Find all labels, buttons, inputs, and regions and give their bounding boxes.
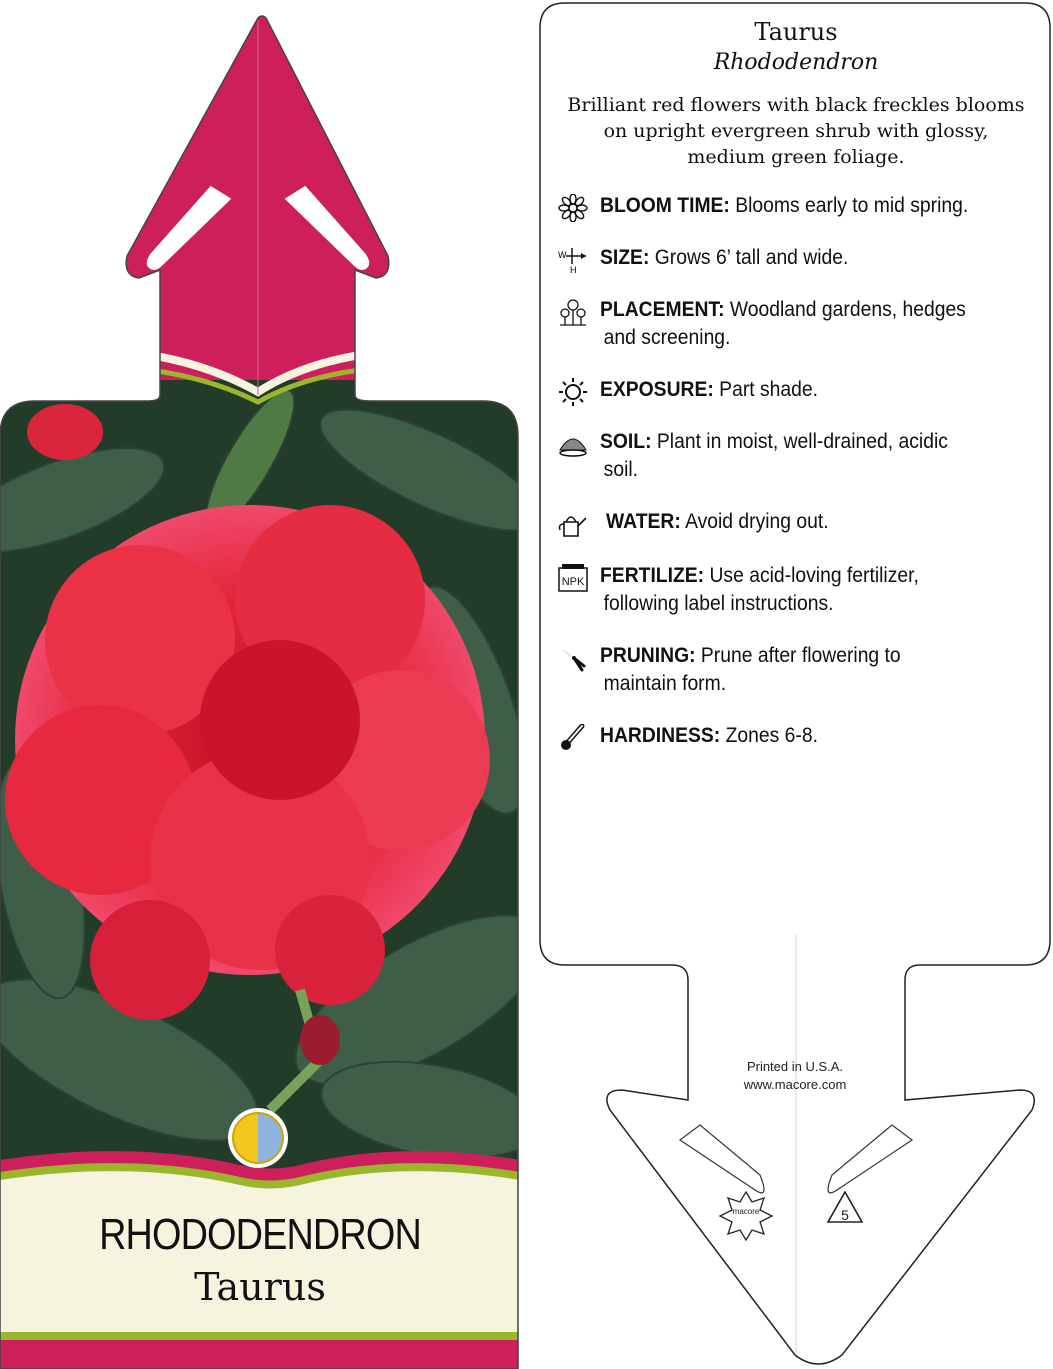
size-icon — [558, 246, 588, 274]
size-icon-h: H — [570, 265, 577, 274]
printer-website: www.macore.com — [743, 1077, 847, 1092]
care-text-continued: following label instructions. — [603, 592, 834, 615]
care-text: Part shade. — [719, 378, 818, 401]
care-text: Use acid-loving fertilizer, — [709, 564, 919, 587]
thermometer-icon — [558, 724, 588, 752]
care-label: WATER: — [606, 510, 681, 533]
tag-stake — [0, 0, 520, 420]
care-text: Blooms early to mid spring. — [735, 194, 969, 217]
macore-logo-text: macore — [732, 1207, 760, 1216]
care-text: Avoid drying out. — [685, 510, 829, 533]
back-title: Taurus — [754, 18, 838, 46]
plant-cultivar-name: Taurus — [194, 1265, 326, 1309]
sun-icon — [558, 378, 588, 406]
care-label: FERTILIZE: — [600, 564, 705, 587]
printer-info — [700, 1058, 890, 1094]
care-text: Woodland gardens, hedges — [729, 298, 966, 321]
care-text: Prune after flowering to — [700, 644, 901, 667]
pruners-icon — [558, 644, 588, 672]
npk-icon-text: NPK — [561, 576, 585, 588]
watering-can-icon — [558, 510, 588, 538]
care-label: SOIL: — [600, 430, 652, 453]
soil-icon — [558, 430, 588, 458]
care-text-continued: and screening. — [603, 326, 731, 349]
placement-icon — [558, 298, 588, 326]
care-label: EXPOSURE: — [600, 378, 714, 401]
back-genus: Rhododendron — [713, 50, 879, 75]
plant-common-name: RHODODENDRON — [99, 1210, 421, 1259]
care-text-continued: soil. — [603, 458, 639, 481]
npk-icon — [558, 564, 588, 592]
exposure-knob-icon — [228, 1108, 288, 1168]
care-label: PLACEMENT: — [600, 298, 725, 321]
care-label: SIZE: — [600, 246, 650, 269]
care-text: Grows 6’ tall and wide. — [654, 246, 849, 269]
care-label: PRUNING: — [600, 644, 696, 667]
size-icon-w: W — [558, 250, 567, 260]
care-label: HARDINESS: — [600, 724, 721, 747]
recycle-number: 5 — [841, 1207, 849, 1223]
care-text: Zones 6-8. — [725, 724, 818, 747]
flower-icon — [558, 194, 588, 222]
printed-in: Printed in U.S.A. — [746, 1059, 844, 1074]
care-text: Plant in moist, well-drained, acidic — [656, 430, 948, 453]
flower-bud — [27, 404, 103, 460]
care-label: BLOOM TIME: — [600, 194, 730, 217]
care-text-continued: maintain form. — [603, 672, 727, 695]
plant-description: Brilliant red flowers with black freckles blooms on upright evergreen shrub with glossy, medium green foliage. — [567, 94, 1025, 168]
